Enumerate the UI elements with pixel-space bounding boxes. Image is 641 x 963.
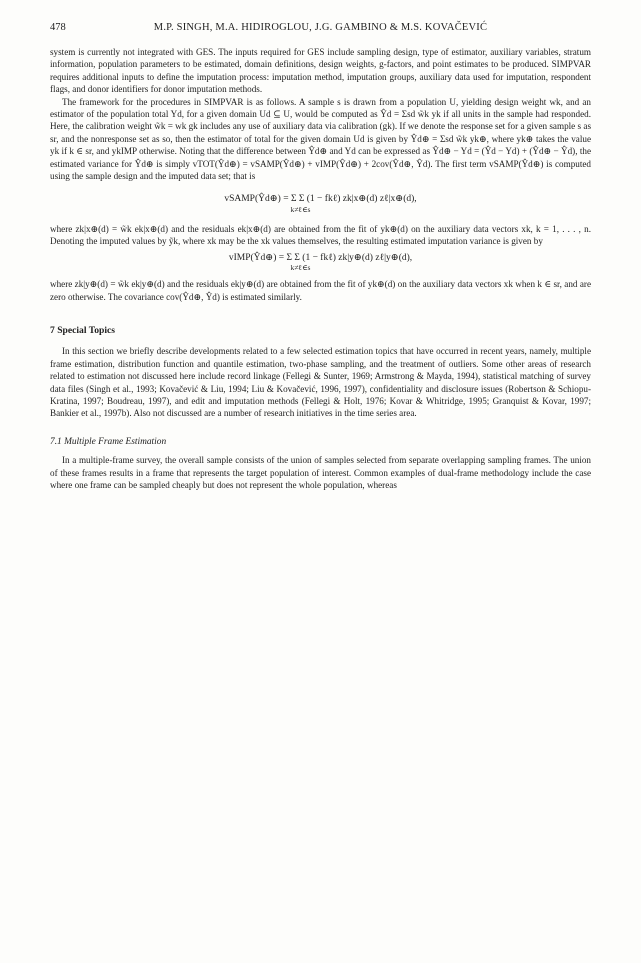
equation-vsamp [50, 193, 591, 213]
paragraph-simpvar-framework: The framework for the procedures in SIMPVAR is as follows. A sample s is drawn from a population U, yielding design weight wk, and an estimator of the population total Yd, for a given domain Ud ⊆ U, would be computed as Ŷd = Σsd w̃k yk if all units in the sample had responded. Here, the calibration weight w̃k = wk gk includes any use of auxiliary data via calibration (gk). If we denote the response set for a given sample s as sr, and the nonresponse set as so, then the estimator of total for the given domain Ud is given by Ŷd⊕ = Σsd w̃k yk⊕, where yk⊕ takes the value yk if k ∈ sr, and ykIMP otherwise. Noting that the difference between Ŷd⊕ and Yd can be expressed as Ŷd⊕ − Yd = (Ŷd − Yd) + (Ŷd⊕ − Ŷd), the estimated variance for Ŷd⊕ is simply vTOT(Ŷd⊕) = vSAMP(Ŷd⊕) + vIMP(Ŷd⊕) + 2cov(Ŷd⊕, Ŷd). The first term vSAMP(Ŷd⊕) is computed using the sample design and the imputed data set; that is [50, 96, 591, 182]
paragraph-multiple-frame: In a multiple-frame survey, the overall sample consists of the union of samples selected from separate overlapping sampling frames. The union of these frames results in a frame that represents the target population of interest. Common examples of dual-frame methodology include the case where one frame can be sampled cheaply but does not represent the whole population, whereas [50, 455, 591, 490]
body-text [50, 46, 591, 491]
page-header [50, 22, 591, 36]
page-number: 478 [50, 22, 66, 33]
subsection-heading-multiple-frame: 7.1 Multiple Frame Estimation [50, 436, 167, 447]
equation-vimp-subscript: k≠ℓ∈s [290, 263, 311, 273]
paragraph-ges-inputs: system is currently not integrated with GES. The inputs required for GES include sampling design, type of estimator, auxiliary variables, stratum information, population parameters to be estimated, domain definitions, design weights, g-factors, and point estimates to be produced. SIMPVAR requires additional inputs to define the imputation process: imputation method, imputation groups, auxiliary data used for imputation, respondent flags, and donor identifiers for donor imputation methods. [50, 47, 591, 95]
paragraph-residuals-y: where zk|y⊕(d) = w̃k ek|y⊕(d) and the residuals ek|y⊕(d) are obtained from the fit of yk⊕(d) on the auxiliary data vectors xk when k ∈ sr, and are zero otherwise. The covariance cov(Ŷd⊕, Ŷd) is estimated similarly. [50, 279, 591, 302]
equation-vimp [50, 252, 591, 272]
equation-vsamp-body: vSAMP(Ŷd⊕) = Σ Σ (1 − fkℓ) zk|x⊕(d) zℓ|x⊕(d), [224, 194, 417, 205]
equation-vsamp-subscript: k≠ℓ∈s [290, 204, 311, 214]
paragraph-residuals-x: where zk|x⊕(d) = w̃k ek|x⊕(d) and the residuals ek|x⊕(d) are obtained from the fit of yk⊕(d) on the auxiliary data vectors xk, k = 1, . . . , n. Denoting the imputed values by ỹk, where xk may be the xk values themselves, the resulting estimated imputation variance is given by [50, 223, 591, 247]
section-heading-special-topics: 7 Special Topics [50, 324, 116, 336]
paragraph-special-topics: In this section we briefly describe developments related to a few selected estimation topics that have occurred in recent years, namely, multiple frame estimation, distribution function and quantile estimation, two-phase sampling, and the treatment of outliers. Some other areas of research related to estimation not discussed here include record linkage (Fellegi & Sunter, 1969; Armstrong & Mayda, 1994), statistical matching of survey data files (Singh et al., 1993; Kovačević & Liu, 1994; Liu & Kovačević, 1996, 1997), confidentiality and disclosure issues (Robertson & Schiopu-Kratina, 1997; Boudreau, 1997), and edit and imputation methods (Fellegi & Holt, 1976; Kovar & Whitridge, 1995; Granquist & Kovar, 1997; Bankier et al., 1997b). Also not discussed are a number of research initiatives in the time series area. [50, 346, 591, 419]
equation-vimp-body: vIMP(Ŷd⊕) = Σ Σ (1 − fkℓ) zk|y⊕(d) zℓ|y⊕(d), [228, 252, 413, 263]
running-title: M.P. SINGH, M.A. HIDIROGLOU, J.G. GAMBINO & M.S. KOVAČEVIĆ [153, 22, 488, 33]
